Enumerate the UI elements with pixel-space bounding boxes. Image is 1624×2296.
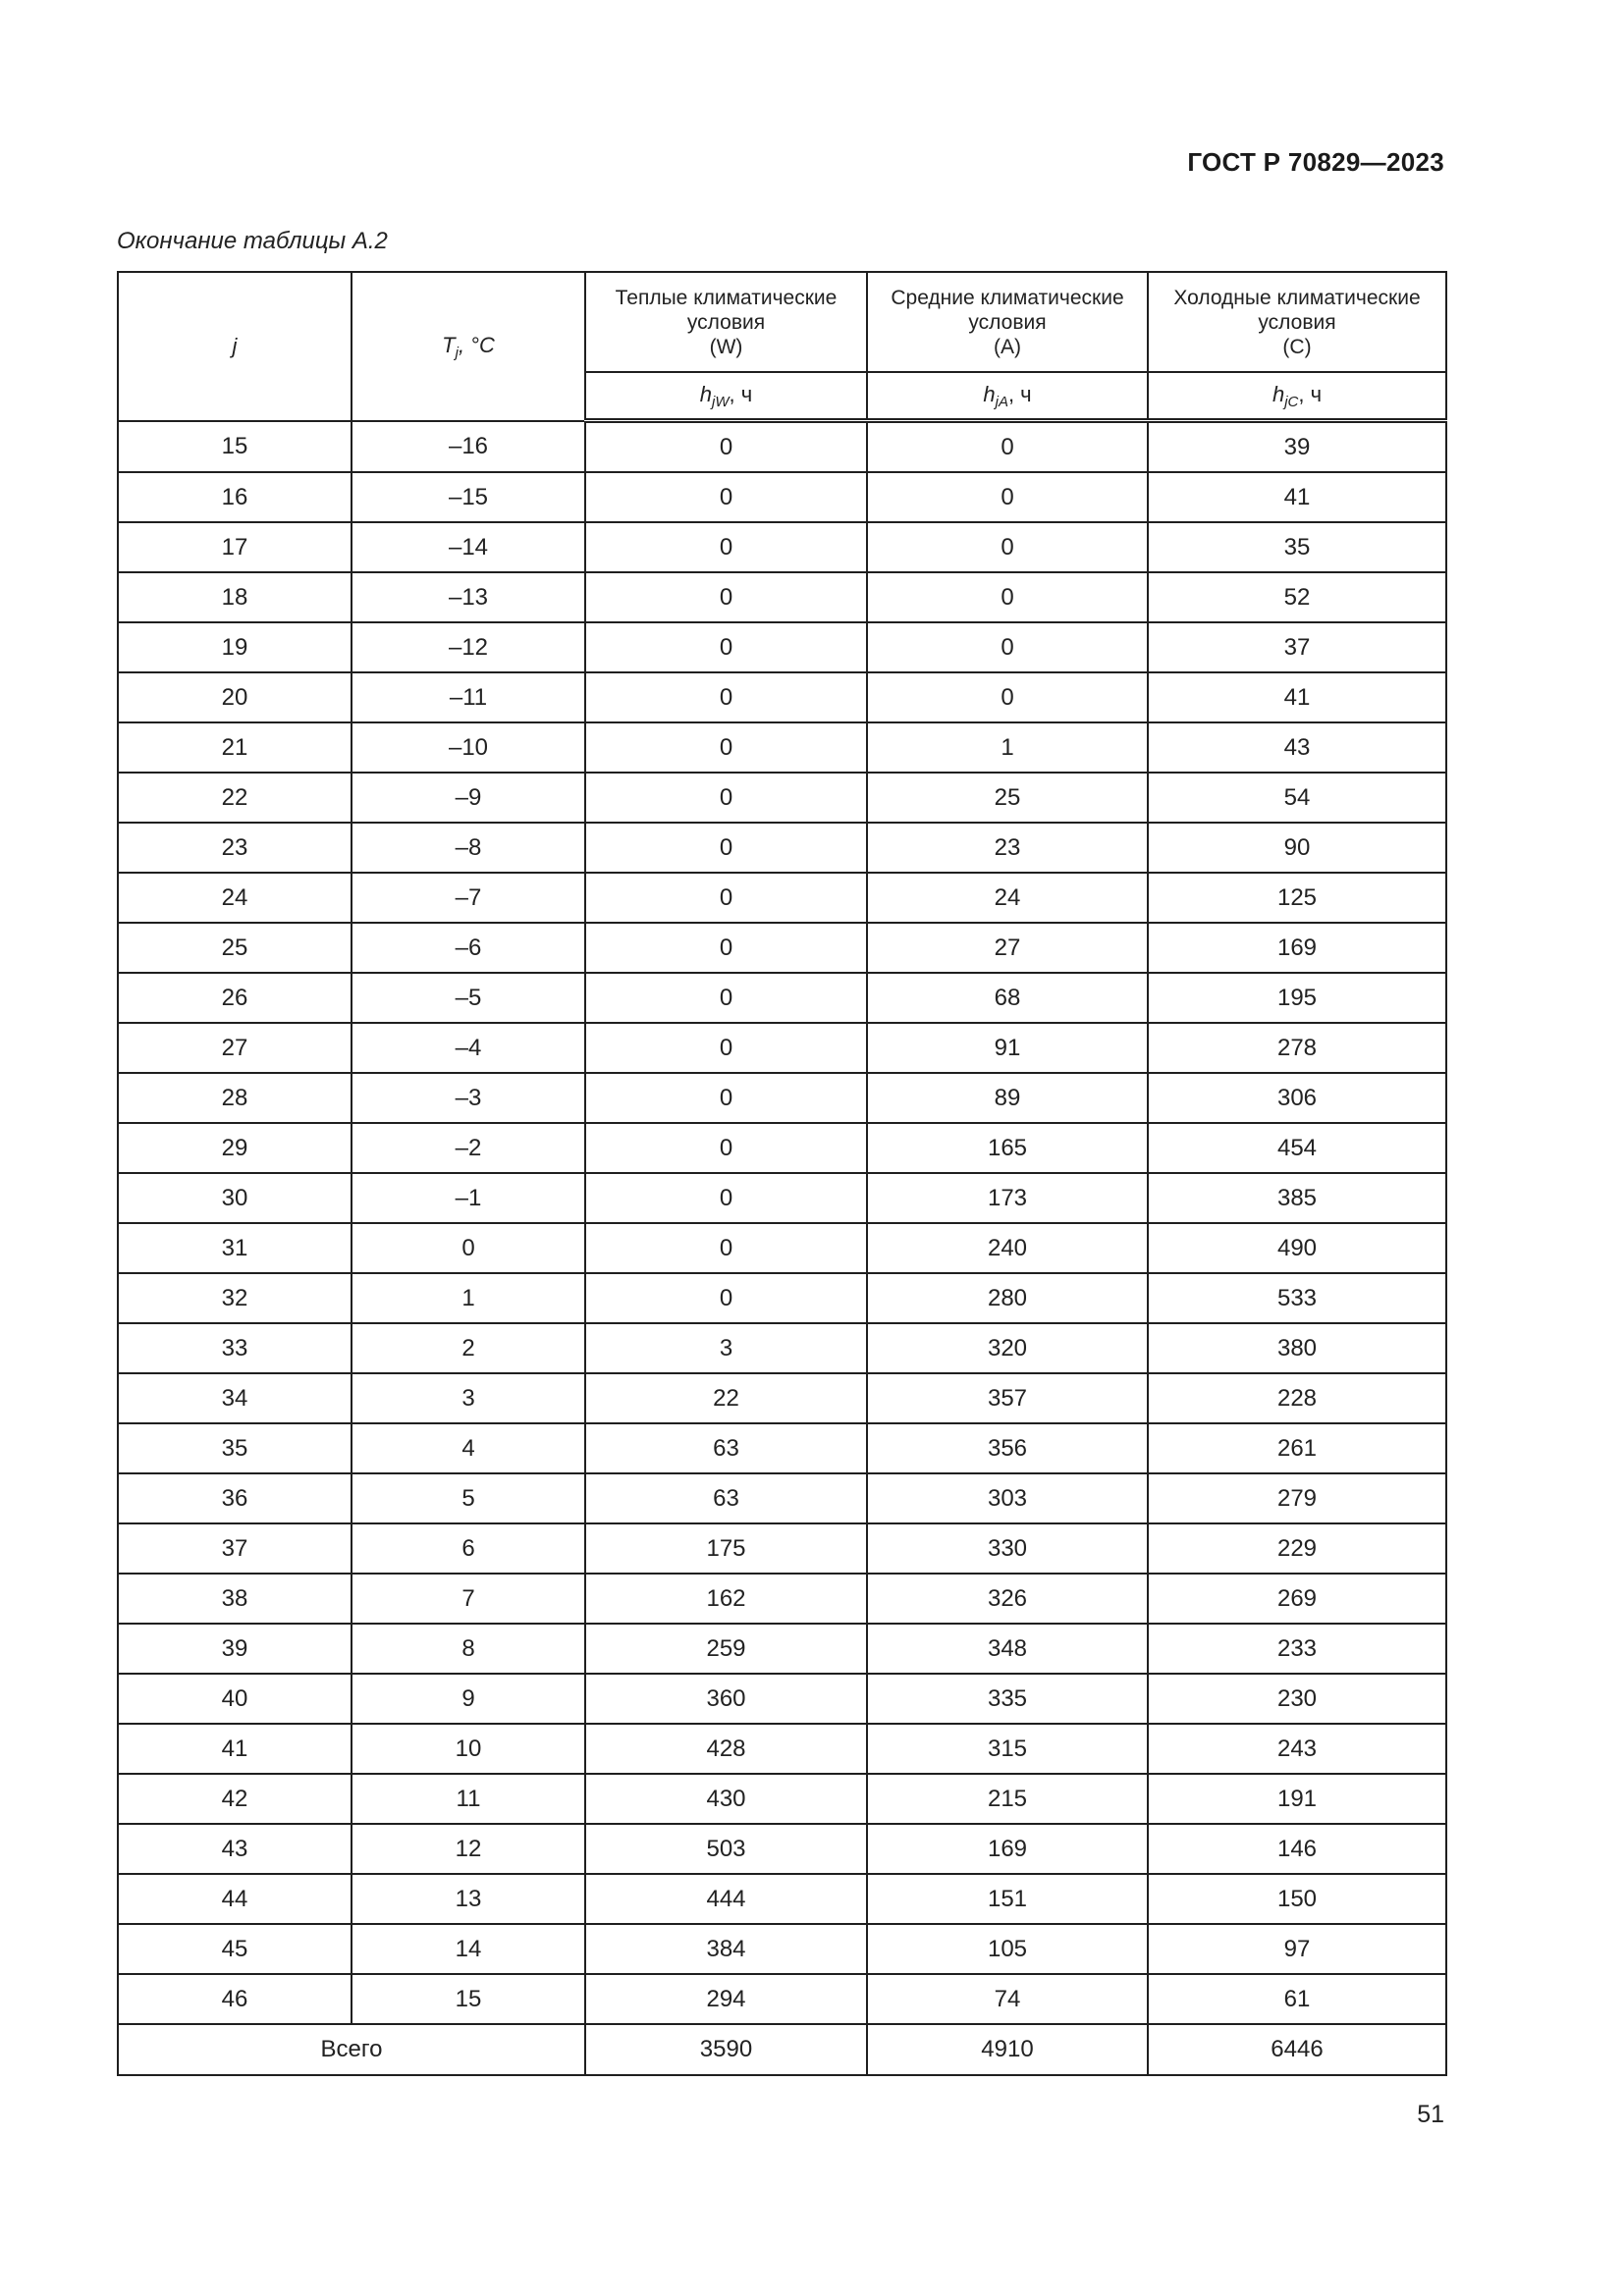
- cell-temperature: 1: [352, 1273, 585, 1323]
- table-row: [118, 1123, 1446, 1173]
- cell-average-hours: 303: [867, 1473, 1148, 1523]
- cell-cold-hours: 150: [1148, 1874, 1446, 1924]
- document-code: ГОСТ Р 70829—2023: [1187, 147, 1444, 177]
- cell-warm-hours: 0: [585, 773, 867, 823]
- cell-temperature: 12: [352, 1824, 585, 1874]
- cell-cold-hours: 43: [1148, 722, 1446, 773]
- data-table: [117, 271, 1447, 2076]
- cell-temperature: 7: [352, 1574, 585, 1624]
- cell-j: 32: [118, 1273, 352, 1323]
- cell-j: 41: [118, 1724, 352, 1774]
- header-group-warm-line2: условия: [686, 310, 766, 334]
- cell-j: 43: [118, 1824, 352, 1874]
- cell-temperature: –6: [352, 923, 585, 973]
- cell-j: 37: [118, 1523, 352, 1574]
- cell-j: 30: [118, 1173, 352, 1223]
- total-average: 4910: [867, 2024, 1148, 2075]
- cell-j: 24: [118, 873, 352, 923]
- table-row: [118, 472, 1446, 522]
- unit-cold-tail: , ч: [1298, 381, 1323, 406]
- cell-cold-hours: 243: [1148, 1724, 1446, 1774]
- table-row: [118, 1173, 1446, 1223]
- table-row: [118, 672, 1446, 722]
- header-t-sub: j: [455, 344, 459, 361]
- header-group-average-line2: условия: [968, 310, 1047, 334]
- cell-j: 26: [118, 973, 352, 1023]
- cell-average-hours: 356: [867, 1423, 1148, 1473]
- cell-warm-hours: 63: [585, 1473, 867, 1523]
- cell-warm-hours: 0: [585, 1223, 867, 1273]
- cell-cold-hours: 269: [1148, 1574, 1446, 1624]
- cell-average-hours: 74: [867, 1974, 1148, 2024]
- header-row-groups: [118, 272, 1446, 372]
- cell-j: 18: [118, 572, 352, 622]
- table-row: [118, 823, 1446, 873]
- unit-average-tail: , ч: [1007, 381, 1032, 406]
- header-group-average-line1: Средние климатические: [891, 286, 1124, 309]
- cell-warm-hours: 63: [585, 1423, 867, 1473]
- cell-cold-hours: 52: [1148, 572, 1446, 622]
- cell-warm-hours: 3: [585, 1323, 867, 1373]
- cell-temperature: –14: [352, 522, 585, 572]
- cell-temperature: –10: [352, 722, 585, 773]
- cell-average-hours: 320: [867, 1323, 1148, 1373]
- cell-temperature: –2: [352, 1123, 585, 1173]
- cell-j: 39: [118, 1624, 352, 1674]
- cell-j: 15: [118, 421, 352, 473]
- cell-cold-hours: 37: [1148, 622, 1446, 672]
- cell-j: 34: [118, 1373, 352, 1423]
- cell-average-hours: 27: [867, 923, 1148, 973]
- total-label: Всего: [118, 2024, 585, 2075]
- cell-cold-hours: 125: [1148, 873, 1446, 923]
- cell-temperature: –7: [352, 873, 585, 923]
- cell-average-hours: 240: [867, 1223, 1148, 1273]
- table-row: [118, 1323, 1446, 1373]
- cell-warm-hours: 0: [585, 1173, 867, 1223]
- cell-average-hours: 68: [867, 973, 1148, 1023]
- unit-warm-main: h: [699, 381, 713, 406]
- cell-average-hours: 165: [867, 1123, 1148, 1173]
- cell-cold-hours: 41: [1148, 472, 1446, 522]
- cell-temperature: 9: [352, 1674, 585, 1724]
- cell-cold-hours: 54: [1148, 773, 1446, 823]
- header-group-average: [867, 272, 1148, 372]
- header-group-cold-line2: условия: [1258, 310, 1336, 334]
- cell-temperature: 8: [352, 1624, 585, 1674]
- cell-warm-hours: 428: [585, 1724, 867, 1774]
- table-row: [118, 1574, 1446, 1624]
- cell-average-hours: 24: [867, 873, 1148, 923]
- total-cold: 6446: [1148, 2024, 1446, 2075]
- cell-warm-hours: 384: [585, 1924, 867, 1974]
- page-number: 51: [1417, 2101, 1444, 2128]
- header-group-warm-line1: Теплые климатические: [615, 286, 838, 309]
- cell-cold-hours: 533: [1148, 1273, 1446, 1323]
- cell-average-hours: 330: [867, 1523, 1148, 1574]
- header-group-warm: [585, 272, 867, 372]
- cell-average-hours: 326: [867, 1574, 1148, 1624]
- table-row: [118, 1724, 1446, 1774]
- cell-average-hours: 0: [867, 672, 1148, 722]
- cell-cold-hours: 195: [1148, 973, 1446, 1023]
- cell-j: 35: [118, 1423, 352, 1473]
- cell-temperature: –15: [352, 472, 585, 522]
- cell-warm-hours: 0: [585, 823, 867, 873]
- cell-average-hours: 23: [867, 823, 1148, 873]
- header-unit-warm: [585, 372, 867, 421]
- cell-cold-hours: 230: [1148, 1674, 1446, 1724]
- cell-warm-hours: 0: [585, 1023, 867, 1073]
- cell-cold-hours: 191: [1148, 1774, 1446, 1824]
- cell-warm-hours: 175: [585, 1523, 867, 1574]
- table-row: [118, 923, 1446, 973]
- cell-j: 44: [118, 1874, 352, 1924]
- cell-warm-hours: 0: [585, 1073, 867, 1123]
- table-row: [118, 1523, 1446, 1574]
- cell-j: 21: [118, 722, 352, 773]
- cell-average-hours: 173: [867, 1173, 1148, 1223]
- cell-cold-hours: 490: [1148, 1223, 1446, 1273]
- header-unit-cold: [1148, 372, 1446, 421]
- table-row: [118, 773, 1446, 823]
- cell-temperature: –5: [352, 973, 585, 1023]
- cell-cold-hours: 233: [1148, 1624, 1446, 1674]
- header-group-cold-line3: (C): [1282, 335, 1312, 358]
- table-row: [118, 1223, 1446, 1273]
- table-row: [118, 973, 1446, 1023]
- cell-j: 40: [118, 1674, 352, 1724]
- cell-warm-hours: 259: [585, 1624, 867, 1674]
- cell-cold-hours: 169: [1148, 923, 1446, 973]
- header-j-label: j: [232, 333, 238, 358]
- cell-average-hours: 0: [867, 572, 1148, 622]
- cell-cold-hours: 385: [1148, 1173, 1446, 1223]
- cell-average-hours: 91: [867, 1023, 1148, 1073]
- cell-temperature: –12: [352, 622, 585, 672]
- header-t-main: T: [442, 332, 456, 357]
- unit-warm-sub: jW: [712, 393, 730, 410]
- table-row: [118, 1273, 1446, 1323]
- cell-j: 19: [118, 622, 352, 672]
- cell-warm-hours: 503: [585, 1824, 867, 1874]
- cell-j: 20: [118, 672, 352, 722]
- cell-cold-hours: 39: [1148, 421, 1446, 473]
- cell-temperature: 15: [352, 1974, 585, 2024]
- table-row: [118, 572, 1446, 622]
- cell-temperature: –8: [352, 823, 585, 873]
- cell-average-hours: 25: [867, 773, 1148, 823]
- cell-temperature: –1: [352, 1173, 585, 1223]
- cell-cold-hours: 35: [1148, 522, 1446, 572]
- cell-cold-hours: 454: [1148, 1123, 1446, 1173]
- cell-j: 17: [118, 522, 352, 572]
- cell-average-hours: 0: [867, 622, 1148, 672]
- cell-average-hours: 335: [867, 1674, 1148, 1724]
- header-group-cold: [1148, 272, 1446, 372]
- cell-temperature: 3: [352, 1373, 585, 1423]
- cell-temperature: –13: [352, 572, 585, 622]
- table-row: [118, 1924, 1446, 1974]
- header-temperature: [352, 272, 585, 421]
- table-row: [118, 1774, 1446, 1824]
- cell-temperature: 0: [352, 1223, 585, 1273]
- total-warm: 3590: [585, 2024, 867, 2075]
- cell-j: 31: [118, 1223, 352, 1273]
- table-row: [118, 1473, 1446, 1523]
- cell-warm-hours: 0: [585, 421, 867, 473]
- table-row: [118, 1073, 1446, 1123]
- table-row: [118, 1624, 1446, 1674]
- cell-cold-hours: 90: [1148, 823, 1446, 873]
- header-group-warm-line3: (W): [709, 335, 743, 358]
- unit-cold-main: h: [1272, 381, 1285, 406]
- cell-j: 16: [118, 472, 352, 522]
- cell-j: 46: [118, 1974, 352, 2024]
- cell-average-hours: 280: [867, 1273, 1148, 1323]
- cell-average-hours: 0: [867, 472, 1148, 522]
- cell-temperature: 4: [352, 1423, 585, 1473]
- table-row: [118, 873, 1446, 923]
- cell-cold-hours: 261: [1148, 1423, 1446, 1473]
- cell-temperature: –16: [352, 421, 585, 473]
- table-row: [118, 1373, 1446, 1423]
- table-row: [118, 722, 1446, 773]
- cell-average-hours: 169: [867, 1824, 1148, 1874]
- total-row: [118, 2024, 1446, 2075]
- table-row: [118, 1874, 1446, 1924]
- table-caption: Окончание таблицы А.2: [117, 228, 388, 254]
- cell-j: 25: [118, 923, 352, 973]
- cell-temperature: 11: [352, 1774, 585, 1824]
- table-row: [118, 622, 1446, 672]
- cell-j: 23: [118, 823, 352, 873]
- cell-temperature: 10: [352, 1724, 585, 1774]
- cell-temperature: –11: [352, 672, 585, 722]
- cell-warm-hours: 430: [585, 1774, 867, 1824]
- cell-warm-hours: 0: [585, 722, 867, 773]
- cell-j: 22: [118, 773, 352, 823]
- cell-cold-hours: 229: [1148, 1523, 1446, 1574]
- unit-warm-tail: , ч: [729, 381, 753, 406]
- cell-average-hours: 357: [867, 1373, 1148, 1423]
- unit-average-main: h: [983, 381, 996, 406]
- cell-average-hours: 1: [867, 722, 1148, 773]
- cell-temperature: –3: [352, 1073, 585, 1123]
- cell-warm-hours: 444: [585, 1874, 867, 1924]
- cell-cold-hours: 380: [1148, 1323, 1446, 1373]
- cell-j: 28: [118, 1073, 352, 1123]
- cell-cold-hours: 61: [1148, 1974, 1446, 2024]
- table-row: [118, 421, 1446, 473]
- table-row: [118, 1824, 1446, 1874]
- cell-warm-hours: 22: [585, 1373, 867, 1423]
- cell-warm-hours: 162: [585, 1574, 867, 1624]
- unit-average-sub: jA: [995, 393, 1008, 410]
- unit-cold-sub: jC: [1284, 393, 1299, 410]
- cell-cold-hours: 228: [1148, 1373, 1446, 1423]
- cell-cold-hours: 97: [1148, 1924, 1446, 1974]
- cell-j: 36: [118, 1473, 352, 1523]
- cell-temperature: 2: [352, 1323, 585, 1373]
- cell-warm-hours: 0: [585, 873, 867, 923]
- cell-warm-hours: 0: [585, 923, 867, 973]
- cell-cold-hours: 279: [1148, 1473, 1446, 1523]
- table-body: [118, 421, 1446, 2025]
- cell-warm-hours: 0: [585, 472, 867, 522]
- cell-cold-hours: 146: [1148, 1824, 1446, 1874]
- cell-j: 45: [118, 1924, 352, 1974]
- cell-j: 42: [118, 1774, 352, 1824]
- cell-warm-hours: 0: [585, 973, 867, 1023]
- table-row: [118, 1423, 1446, 1473]
- cell-average-hours: 0: [867, 522, 1148, 572]
- cell-average-hours: 151: [867, 1874, 1148, 1924]
- cell-average-hours: 0: [867, 421, 1148, 473]
- header-j: [118, 272, 352, 421]
- cell-temperature: –9: [352, 773, 585, 823]
- cell-temperature: 6: [352, 1523, 585, 1574]
- cell-warm-hours: 0: [585, 1273, 867, 1323]
- cell-warm-hours: 0: [585, 622, 867, 672]
- cell-j: 29: [118, 1123, 352, 1173]
- cell-cold-hours: 306: [1148, 1073, 1446, 1123]
- header-t-unit: , °С: [458, 332, 495, 357]
- cell-average-hours: 215: [867, 1774, 1148, 1824]
- cell-temperature: 14: [352, 1924, 585, 1974]
- cell-warm-hours: 0: [585, 572, 867, 622]
- cell-warm-hours: 0: [585, 672, 867, 722]
- cell-warm-hours: 0: [585, 1123, 867, 1173]
- header-group-average-line3: (A): [994, 335, 1021, 358]
- cell-cold-hours: 41: [1148, 672, 1446, 722]
- cell-average-hours: 105: [867, 1924, 1148, 1974]
- cell-warm-hours: 0: [585, 522, 867, 572]
- cell-warm-hours: 294: [585, 1974, 867, 2024]
- cell-temperature: 13: [352, 1874, 585, 1924]
- header-unit-average: [867, 372, 1148, 421]
- table-row: [118, 522, 1446, 572]
- cell-average-hours: 89: [867, 1073, 1148, 1123]
- cell-j: 38: [118, 1574, 352, 1624]
- cell-j: 27: [118, 1023, 352, 1073]
- cell-temperature: –4: [352, 1023, 585, 1073]
- table-container: [117, 271, 1445, 2076]
- cell-average-hours: 348: [867, 1624, 1148, 1674]
- table-row: [118, 1023, 1446, 1073]
- cell-cold-hours: 278: [1148, 1023, 1446, 1073]
- cell-average-hours: 315: [867, 1724, 1148, 1774]
- cell-temperature: 5: [352, 1473, 585, 1523]
- cell-warm-hours: 360: [585, 1674, 867, 1724]
- table-row: [118, 1974, 1446, 2024]
- header-group-cold-line1: Холодные климатические: [1173, 286, 1421, 309]
- table-row: [118, 1674, 1446, 1724]
- cell-j: 33: [118, 1323, 352, 1373]
